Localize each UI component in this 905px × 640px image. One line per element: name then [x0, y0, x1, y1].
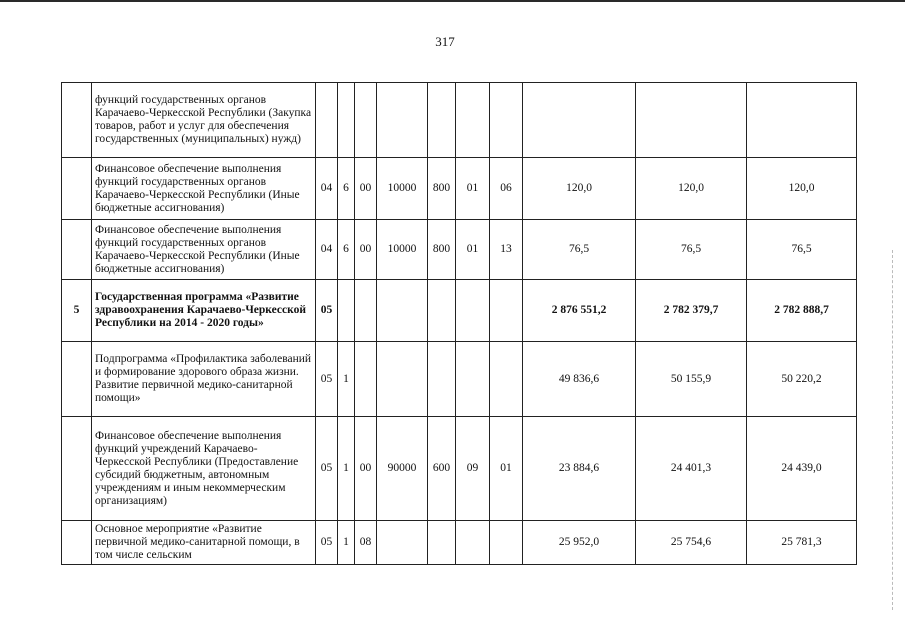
table-row — [62, 280, 857, 342]
code-section: 04 — [316, 220, 338, 280]
code-expense-type: 800 — [428, 158, 456, 220]
code-event: 00 — [355, 220, 377, 280]
code-subprogram: 1 — [338, 521, 355, 565]
row-number — [62, 220, 92, 280]
amount-2020: 50 220,2 — [747, 342, 857, 417]
row-number — [62, 521, 92, 565]
code-direction — [377, 83, 428, 158]
amount-2019: 76,5 — [636, 220, 747, 280]
amount-2018: 120,0 — [523, 158, 636, 220]
scan-right-edge — [891, 250, 893, 610]
code-subsection: 06 — [490, 158, 523, 220]
amount-2018: 25 952,0 — [523, 521, 636, 565]
table-row — [62, 521, 857, 565]
row-description: Финансовое обеспечение выполнения функций государственных органов Карачаево-Черкесской Республики (Иные бюджетные ассигнования) — [92, 158, 316, 220]
code-chapter — [456, 521, 490, 565]
code-expense-type — [428, 83, 456, 158]
code-subsection — [490, 342, 523, 417]
code-subprogram: 6 — [338, 158, 355, 220]
amount-2019: 25 754,6 — [636, 521, 747, 565]
amount-2019: 50 155,9 — [636, 342, 747, 417]
row-description: Финансовое обеспечение выполнения функций учреждений Карачаево-Черкесской Республики (Предоставление субсидий бюджетным, автономным учреждениям и иным некоммерческим организациям) — [92, 417, 316, 521]
code-subsection: 01 — [490, 417, 523, 521]
code-subsection — [490, 280, 523, 342]
amount-2020: 25 781,3 — [747, 521, 857, 565]
code-subprogram: 1 — [338, 342, 355, 417]
amount-2019: 24 401,3 — [636, 417, 747, 521]
code-direction — [377, 280, 428, 342]
code-event — [355, 83, 377, 158]
budget-table — [61, 82, 857, 565]
code-chapter: 09 — [456, 417, 490, 521]
code-section — [316, 83, 338, 158]
table-row — [62, 158, 857, 220]
code-subprogram — [338, 83, 355, 158]
table-row — [62, 342, 857, 417]
code-section: 04 — [316, 158, 338, 220]
amount-2018: 49 836,6 — [523, 342, 636, 417]
scan-top-edge — [0, 0, 905, 2]
code-expense-type: 800 — [428, 220, 456, 280]
code-chapter — [456, 342, 490, 417]
amount-2020: 120,0 — [747, 158, 857, 220]
code-direction — [377, 521, 428, 565]
code-expense-type — [428, 521, 456, 565]
code-section: 05 — [316, 417, 338, 521]
code-chapter — [456, 280, 490, 342]
amount-2018: 2 876 551,2 — [523, 280, 636, 342]
code-event: 08 — [355, 521, 377, 565]
code-event: 00 — [355, 417, 377, 521]
amount-2019: 2 782 379,7 — [636, 280, 747, 342]
code-subprogram — [338, 280, 355, 342]
amount-2019 — [636, 83, 747, 158]
row-number — [62, 342, 92, 417]
row-description: Подпрограмма «Профилактика заболеваний и формирование здорового образа жизни. Развитие первичной медико-санитарной помощи» — [92, 342, 316, 417]
row-description: Основное мероприятие «Развитие первичной медико-санитарной помощи, в том числе сельским — [92, 521, 316, 565]
table-row — [62, 417, 857, 521]
code-subsection: 13 — [490, 220, 523, 280]
row-number — [62, 158, 92, 220]
amount-2018: 23 884,6 — [523, 417, 636, 521]
row-number — [62, 417, 92, 521]
table-row — [62, 220, 857, 280]
amount-2020: 2 782 888,7 — [747, 280, 857, 342]
code-direction: 10000 — [377, 158, 428, 220]
code-event: 00 — [355, 158, 377, 220]
code-chapter: 01 — [456, 158, 490, 220]
row-description: функций государственных органов Карачаево-Черкесской Республики (Закупка товаров, работ и услуг для обеспечения государственных (муниципальных) нужд) — [92, 83, 316, 158]
table-row — [62, 83, 857, 158]
code-event — [355, 280, 377, 342]
amount-2020: 24 439,0 — [747, 417, 857, 521]
code-subprogram: 1 — [338, 417, 355, 521]
code-expense-type — [428, 342, 456, 417]
amount-2020 — [747, 83, 857, 158]
row-number: 5 — [62, 280, 92, 342]
code-section: 05 — [316, 521, 338, 565]
amount-2019: 120,0 — [636, 158, 747, 220]
code-event — [355, 342, 377, 417]
code-direction — [377, 342, 428, 417]
code-subsection — [490, 83, 523, 158]
amount-2018: 76,5 — [523, 220, 636, 280]
amount-2018 — [523, 83, 636, 158]
code-direction: 90000 — [377, 417, 428, 521]
page-number: 317 — [435, 34, 455, 49]
code-direction: 10000 — [377, 220, 428, 280]
code-chapter: 01 — [456, 220, 490, 280]
row-number — [62, 83, 92, 158]
code-expense-type: 600 — [428, 417, 456, 521]
amount-2020: 76,5 — [747, 220, 857, 280]
code-subsection — [490, 521, 523, 565]
code-subprogram: 6 — [338, 220, 355, 280]
row-description: Финансовое обеспечение выполнения функций государственных органов Карачаево-Черкесской Республики (Иные бюджетные ассигнования) — [92, 220, 316, 280]
code-chapter — [456, 83, 490, 158]
code-expense-type — [428, 280, 456, 342]
code-section: 05 — [316, 280, 338, 342]
code-section: 05 — [316, 342, 338, 417]
row-description: Государственная программа «Развитие здравоохранения Карачаево-Черкесской Республики на 2014 - 2020 годы» — [92, 280, 316, 342]
